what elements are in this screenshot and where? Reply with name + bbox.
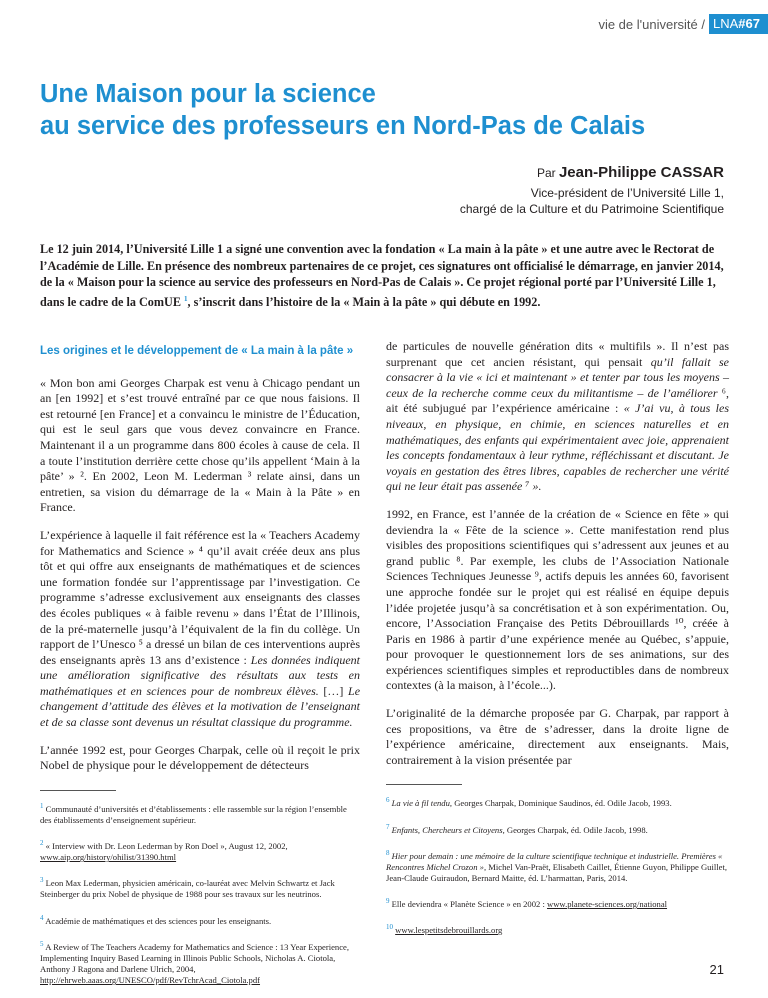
footnote-text: , Georges Charpak, éd. Odile Jacob, 1998. xyxy=(502,824,648,835)
quote-italic: « J’ai vu, à tous les niveaux, en physique, en chimie, en sciences naturelles et en mathématiques, des enfants qui expérimentaient avec joie, apprenaient les concepts fondamentaux à leur rythme, réfléchissant et discutant. Je voyais en gestation des êtres libres, capables de rechercher une vérité qui ne leur était pas assenée ⁷ ». xyxy=(386,401,729,494)
issue-number: #67 xyxy=(738,16,760,31)
footnote-number: 3 xyxy=(40,876,44,885)
footnote-number: 1 xyxy=(40,801,44,810)
quote-italic: Les données indiquent une amélioration significative des résultats aux tests en mathématiques et en sciences pour de nombreux élèves. xyxy=(40,652,360,698)
footnote-text: , Michel Van-Praët, Elisabeth Caillet, Étienne Guyon, Philippe Guillet, Jean-Claude Guiraudon, Bernard Maitte, éd. L’harmattan, Paris, 2014. xyxy=(386,861,727,883)
text: […] xyxy=(318,683,349,698)
left-column xyxy=(40,339,360,998)
footnote xyxy=(40,913,360,927)
byline xyxy=(537,164,724,181)
footnote-number: 8 xyxy=(386,848,390,857)
footnote-divider xyxy=(40,790,116,791)
footnote-link[interactable]: www.planete-sciences.org/national xyxy=(547,898,668,909)
footnote-text: , Georges Charpak, Dominique Saudinos, éd. Odile Jacob, 1993. xyxy=(449,798,672,809)
author-role xyxy=(460,185,724,217)
footnote-divider xyxy=(386,784,462,785)
footnote-number: 7 xyxy=(386,822,390,831)
section-header xyxy=(598,14,768,34)
footnote xyxy=(40,939,360,987)
lead-paragraph xyxy=(40,241,730,310)
footnote-number: 10 xyxy=(386,923,393,932)
article-title xyxy=(40,78,645,142)
footnote-number: 5 xyxy=(40,939,44,948)
paragraph xyxy=(386,339,729,495)
footnote xyxy=(40,801,360,826)
footnote-text: Communauté d’universités et d’établissements : elle rassemble sur la région l’ensemble des établissements d’enseignement supérieur. xyxy=(40,803,347,825)
paragraph: « Mon bon ami Georges Charpak est venu à Chicago pendant un an [en 1992] et s’est trouvé entraîné par ce que nous faisions. Il est retourné [en France] et a convaincu le ministre de l’Éducation, qui est le seul gars que vous devez convaincre en France. Maintenant il a un programme dans 800 écoles à cause de cela. Il a toute l’institution derrière cette chose qu’ils appellent ‘Main à la pâte’ » ². En 2002, Leon M. Lederman ³ relate ainsi, dans un entretien, sa vision du démarrage de la « Main à la Pâte » en France. xyxy=(40,375,360,515)
paragraph: L’originalité de la démarche proposée par G. Charpak, par rapport à ces propositions, va être de s’adresser, dans la droite ligne de l’expérience américaine, directement aux enseignants. Mais, contrairement à la vision présentée par xyxy=(386,706,729,767)
footnote-text: Elle deviendra « Planète Science » en 2002 : xyxy=(391,898,548,909)
quote-italic: qu’il fallait se consacrer à la vie « ici et maintenant » et tenter par tous les moyens – ceux de la recherche comme ceux du militantisme – de l’améliorer xyxy=(386,354,729,400)
footnote-title: Hier pour demain : une mémoire de la culture scientifique technique et industrielle. Premières « Rencontres Michel Crozon » xyxy=(386,850,723,872)
footnote-link[interactable]: www.aip.org/history/ohilist/31390.html xyxy=(40,852,177,863)
issue-prefix: LNA xyxy=(713,16,739,31)
lead-text-b: , s’inscrit dans l’histoire de la « Main à la pâte » qui débute en 1992. xyxy=(187,294,541,309)
footnote-link[interactable]: http://ehrweb.aaas.org/UNESCO/pdf/RevTchrAcad_Ciotola.pdf xyxy=(40,975,261,986)
footnote-text: A Review of The Teachers Academy for Mathematics and Science : 13 Year Experience, Implementing Inquiry Based Learning in Illinois Public Schools, Nicholas A. Ciotola, Anthony J Ragona and Darlene Ulrich, 2004, xyxy=(40,941,350,974)
text: L’expérience à laquelle il fait référence est la « Teachers Academy for Mathematics and Science » ⁴ qu’il avait créée deux ans plus tôt et qui offre aux enseignants de mathématiques et de sciences une formation fondée sur l’apprentissage par l’investigation. Ce programme s’adresse exclusivement aux enseignants des classes des écoles publiques « à faible revenu » dans l’État de l’Illinois, de la pré-maternelle jusqu’à l’équivalent de la fin du collège. Un rapport de l’Unesco ⁵ a dressé un bilan de ces interventions auprès des enseignants après 13 ans d’existence : xyxy=(40,527,360,667)
title-line-1: Une Maison pour la science xyxy=(40,80,376,108)
footnote xyxy=(386,822,729,836)
author-name: Jean-Philippe CASSAR xyxy=(558,164,724,181)
text: ⁶, ait été subjugué par l’expérience américaine : xyxy=(386,385,729,416)
lead-footnote-ref: 1 xyxy=(184,294,188,303)
footnote-title: La vie à fil tendu xyxy=(391,798,450,809)
quote-italic: Le changement d’attitude des élèves et la motivation de l’enseignant et de sa classe sont devenus un résultat classique du programme. xyxy=(40,683,361,730)
footnote-number: 6 xyxy=(386,796,390,805)
footnote-text: « Interview with Dr. Leon Lederman by Ron Doel », August 12, 2002, xyxy=(45,840,288,851)
footnote xyxy=(386,922,729,936)
page-number: 21 xyxy=(709,962,724,977)
footnote-number: 2 xyxy=(40,839,44,848)
footnote-text: Académie de mathématiques et des sciences pour les enseignants. xyxy=(45,915,272,926)
footnote xyxy=(386,795,729,809)
paragraph: L’année 1992 est, pour Georges Charpak, celle où il reçoit le prix Nobel de physique pour le développement de détecteurs xyxy=(40,742,360,773)
paragraph xyxy=(40,528,360,731)
footnote xyxy=(40,875,360,900)
role-line-1: Vice-président de l’Université Lille 1, xyxy=(530,186,724,200)
right-column xyxy=(386,339,729,948)
footnote xyxy=(386,896,729,910)
issue-badge xyxy=(709,14,768,34)
footnote xyxy=(386,848,729,884)
text: de particules de nouvelle génération dits « multifils ». Il n’est pas surprenant que cet ancien résistant, qui pensait xyxy=(386,339,729,369)
footnote-title: Enfants, Chercheurs et Citoyens xyxy=(391,824,503,835)
role-line-2: chargé de la Culture et du Patrimoine Scientifique xyxy=(459,202,724,216)
lead-text-a: Le 12 juin 2014, l’Université Lille 1 a signé une convention avec la fondation « La main à la pâte » et une autre avec le Rectorat de l’Académie de Lille. En présence des nombreux partenaires de ce projet, ces signatures ont officialisé le démarrage, en janvier 2014, de la « Maison pour la science au service des professeurs en Nord-Pas de Calais ». Ce projet régional porté par l’Université Lille 1, dans le cadre de la ComUE xyxy=(40,242,724,309)
footnote-number: 4 xyxy=(40,913,44,922)
paragraph: 1992, en France, est l’année de la création de « Science en fête » qui deviendra la « Fête de la science ». Cette manifestation rend plus visibles des propositions scientifiques qui s’adressent aux jeunes et au grand public ⁸. Par exemple, les clubs de l’Association Nationale Sciences Techniques Jeunesse ⁹, actifs depuis les années 60, favorisent une approche fondée sur le projet qui est réalisé en équipe depuis l’idée projetée jusqu’à sa concrétisation et à son expérimentation. Ou, encore, l’Association Française des Petits Débrouillards ¹⁰, créée à Paris en 1986 à partir d’une expérience menée au Québec, s’appuie, pour provoquer le questionnement lors de ses animations, sur des expériences scientifiques simples et reproductibles dans de nombreux contextes (à la maison, à l’école...). xyxy=(386,506,729,693)
byline-prefix: Par xyxy=(536,166,556,180)
title-line-2: au service des professeurs en Nord-Pas de Calais xyxy=(40,112,646,140)
section-subhead: Les origines et le développement de « La main à la pâte » xyxy=(40,345,354,357)
section-label: vie de l'université / xyxy=(598,16,705,32)
footnote-text: Leon Max Lederman, physicien américain, co-lauréat avec Melvin Schwartz et Jack Steinberger du prix Nobel de physique de 1988 pour ses travaux sur les neutrinos. xyxy=(40,878,335,900)
footnote-number: 9 xyxy=(386,897,390,906)
footnote xyxy=(40,838,360,863)
footnote-link[interactable]: www.lespetitsdebrouillards.org xyxy=(395,924,503,935)
